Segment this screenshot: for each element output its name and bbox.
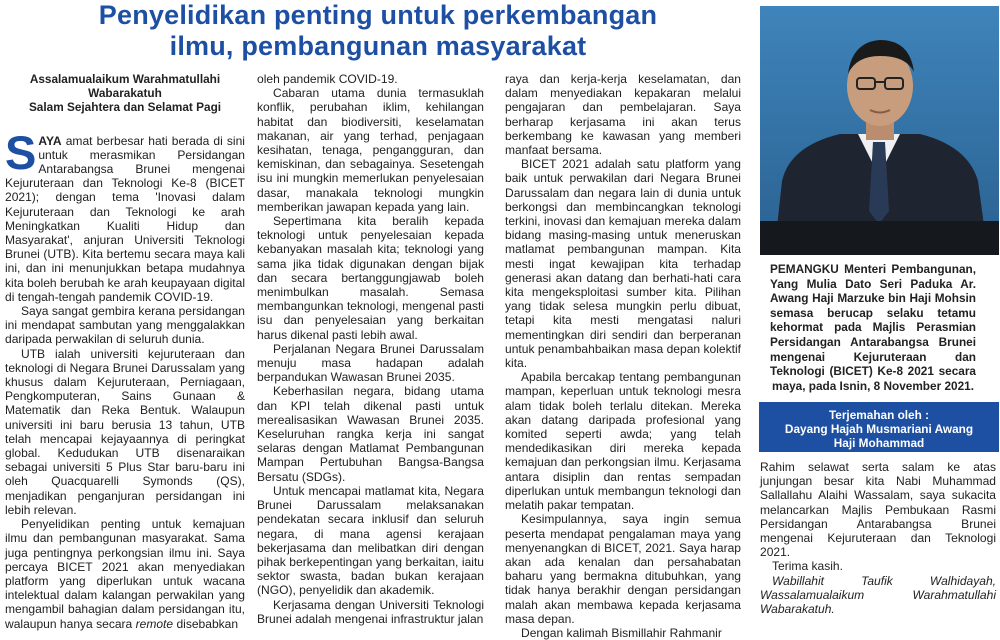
paragraph: Saya sangat gembira kerana persidangan ini mendapat sambutan yang menggalakkan daripada perwakilan di seluruh dunia. — [5, 304, 245, 347]
headline-line-1: Penyelidikan penting untuk perkembangan — [98, 0, 658, 30]
photo-caption: PEMANGKU Menteri Pembangunan, Yang Mulia Dato Seri Paduka Ar. Awang Haji Marzuke bin Haji Mohsin semasa berucap selaku tetamu kehormat pada Majlis Perasmian Persidangan Antarabangsa Brunei mengenai Kejuruteraan dan Teknologi (BICET) Ke-8 2021 secara maya, pada Isnin, 8 November 2021. — [770, 262, 976, 393]
headline-line-2: ilmu, pembangunan masyarakat — [169, 31, 587, 61]
translator-line-1: Terjemahan oleh : — [828, 408, 930, 422]
paragraph: raya dan kerja-kerja keselamatan, dan dalam menyediakan kepakaran melalui pengajaran dan pembelajaran. Saya berharap kerjasama ini akan terus berkembang ke kawasan yang memberi manfaat bersama. — [505, 72, 741, 158]
paragraph — [5, 517, 245, 631]
paragraph: UTB ialah universiti kejuruteraan dan teknologi di Negara Brunei Darussalam yang khusus dalam Kejuruteraan, Perniagaan, Pengkomputeran, Sains Gunaan & Matematik dan Reka Bentuk. Walaupun universiti ini baru berusia 13 tahun, UTB telah mencapai kejayaannya di peringkat global. Kedudukan UTB disenaraikan sebagai universiti 5 Plus Star baru-baru ini oleh Quacquarelli Symonds (QS), menjadikan penganjuran persidangan ini lebih relevan. — [5, 346, 245, 517]
article-column-3 — [505, 72, 741, 640]
italic-word: remote — [135, 616, 174, 631]
greeting-line-3: Salam Sejahtera dan Selamat Pagi — [28, 100, 222, 115]
translator-box — [759, 402, 999, 452]
paragraph: Kerjasama dengan Universiti Teknologi Brunei adalah mengenai infrastruktur jalan — [257, 597, 484, 626]
paragraph-text: Penyelidikan penting untuk kemajuan ilmu dan pembangunan masyarakat. Sama juga pentingnya perkongsian ilmu ini. Saya percaya BICET 2021 akan menyediakan platform yang diperlukan untuk wacana intelektual dalam kalangan perwakilan yang mengambil bahagian dalam persidangan itu, walaupun hanya secara — [5, 517, 245, 631]
paragraph: Terima kasih. — [772, 559, 843, 574]
speaker-photo — [760, 6, 999, 255]
speaker-portrait-illustration — [760, 6, 999, 255]
paragraph: Keberhasilan negara, bidang utama dan KPI telah dikenal pasti untuk merealisasikan Wawasan Brunei 2035. Keseluruhan rangka kerja ini sangat selaras dengan Matlamat Pembangunan Mampan Pertubuhan Bangsa-Bangsa Bersatu (SDGs). — [257, 384, 484, 484]
paragraph: BICET 2021 adalah satu platform yang baik untuk perwakilan dari Negara Brunei Darussalam dan negara lain di dunia untuk berkongsi dan membincangkan teknologi terkini, inovasi dan kemajuan mereka dalam bidang masing-masing untuk meneruskan matlamat pembangunan mampan. Kita mesti ingat kewajipan kita terhadap generasi akan datang dan berhati-hati cara kita mengeksploitasi sumber kita. Pilihan yang tidak selesa mungkin perlu dibuat, tetapi kita mesti mengatasi naluri mementingkan diri sendiri dan berperanan untuk penambahbaikan masa depan kolektif kita. — [505, 157, 741, 371]
paragraph: Apabila bercakap tentang pembangunan mampan, keperluan untuk teknologi mesra alam tidak boleh terlalu ditekan. Mereka akan datang daripada profesional yang komited seperti awda; yang telah mendedikasikan diri mereka kepada kemajuan dan perkongsian ilmu. Kerjasama antara disiplin dan rentas sempadan diperlukan untuk membangun teknologi dan melatih pakar tempatan. — [505, 370, 741, 513]
translator-line-3: Haji Mohammad — [833, 436, 925, 450]
paragraph: Rahim selawat serta salam ke atas junjungan besar kita Nabi Muhammad Sallallahu Alaihi Wassalam, saya sukacita melancarkan Majlis Pembukaan Rasmi Persidangan Antarabangsa Brunei mengenai Kejuruteraan dan Teknologi 2021. — [760, 460, 996, 560]
article-column-2 — [257, 72, 484, 626]
greeting-line-2: Wabarakatuh — [88, 86, 162, 101]
greeting-line-1: Assalamualaikum Warahmatullahi — [29, 72, 221, 86]
paragraph: Kesimpulannya, saya ingin semua peserta mendapat pengalaman maya yang menyenangkan di BICET, 2021. Saya harap akan ada kenalan dan persahabatan baharu yang bermakna ditubuhkan, yang tidak hanya berakhir dengan persidangan malah akan membawa kepada kerjasama masa depan. — [505, 512, 741, 626]
paragraph-text: disebabkan — [173, 616, 239, 631]
paragraph: Sepertimana kita beralih kepada teknologi untuk penyelesaian kepada kebanyakan masalah kita; teknologi yang sama jika tidak digunakan dengan bijak dan secara bertanggungjawab boleh menimbulkan masalah. Semasa membangunkan teknologi, mengenal pasti isu dan penyelesaian yang berkaitan harus dikenal pasti lebih awal. — [257, 214, 484, 342]
translator-line-2: Dayang Hajah Musmariani Awang — [784, 422, 974, 436]
greeting — [5, 72, 245, 115]
headline — [0, 0, 756, 68]
paragraph-text: amat berbesar hati berada di sini untuk merasmikan Persidangan Antarabangsa Brunei mengenai Kejuruteraan dan Teknologi Ke-8 (BICET 2021); dengan tema 'Inovasi dalam Kejuruteraan dan Teknologi ke arah Meningkatkan Kualiti Hidup dan Masyarakat', anjuran Universiti Teknologi Brunei (UTB). Kita bertemu secara maya kali ini, dan ini menunjukkan betapa mudahnya kita boleh berubah ke arah keupayaan digital di tengah-tengah pandemik COVID-19. — [5, 133, 245, 304]
lead-word: AYA — [38, 133, 62, 148]
closing-salutation: Wabillahit Taufik Walhidayah, Wassalamualaikum Warahmatullahi Wabarakatuh. — [760, 573, 996, 617]
paragraph: oleh pandemik COVID-19. — [257, 72, 398, 86]
drop-cap: S — [5, 125, 37, 179]
paragraph: Untuk mencapai matlamat kita, Negara Brunei Darussalam melaksanakan pendekatan secara inklusif dan seluruh negara, di mana agensi kerajaan bekerjasama dan melibatkan diri dengan pihak berkepentingan yang berkaitan, iaitu sektor swasta, badan bukan kerajaan (NGO), penyelidik dan akademik. — [257, 483, 484, 598]
paragraph: Dengan kalimah Bismillahir Rahmanir — [521, 625, 722, 640]
paragraph — [5, 125, 245, 304]
article-column-1 — [5, 72, 245, 631]
paragraph: Perjalanan Negara Brunei Darussalam menuju masa hadapan adalah berpandukan Wawasan Brunei 2035. — [257, 341, 484, 385]
paragraph: Cabaran utama dunia termasuklah konflik, perubahan iklim, kehilangan habitat dan biodiversiti, keselamatan makanan, air yang terhad, penjagaan kesihatan, tenaga, pengangguran, dan kemiskinan, dan sebagainya. Sesetengah isu ini mungkin memerlukan penyelesaian dasar, manakala teknologi mungkin memberikan jawapan kepada yang lain. — [257, 86, 484, 214]
article-column-4 — [760, 460, 996, 616]
